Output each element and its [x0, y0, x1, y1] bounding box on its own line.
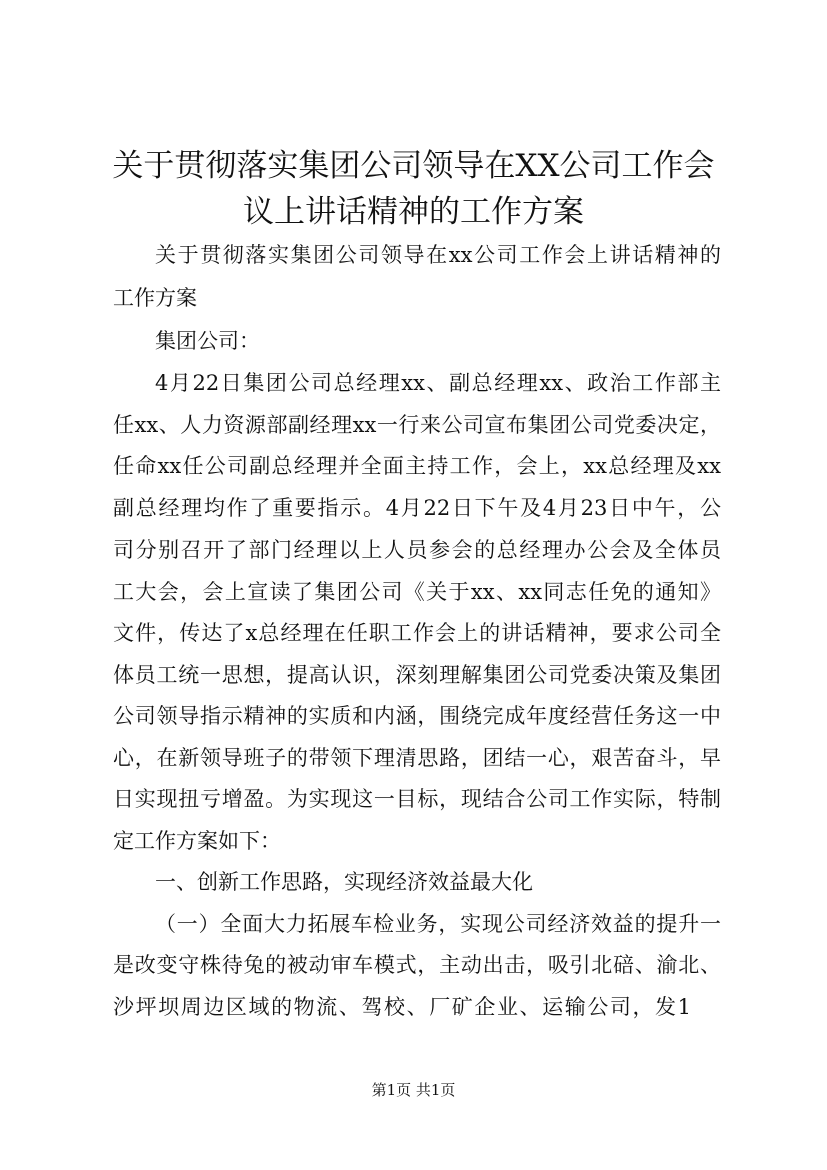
body-line: 文件，传达了x总经理在任职工作会上的讲话精神，要求公司全: [113, 621, 721, 645]
body-line: 关于贯彻落实集团公司领导在xx公司工作会上讲话精神的: [155, 243, 721, 267]
body-line: 体员工统一思想，提高认识，深刻理解集团公司党委决策及集团: [113, 663, 721, 687]
body-line: 副总经理均作了重要指示。4月22日下午及4月23日中午，公: [113, 496, 721, 520]
body-line: 公司领导指示精神的实质和内涵，围绕完成年度经营任务这一中: [113, 704, 721, 728]
body-line: 4月22日集团公司总经理xx、副总经理xx、政治工作部主: [155, 371, 721, 395]
body-line: 是改变守株待兔的被动审车模式，主动出击，吸引北碚、渝北、: [113, 953, 721, 977]
body-line: 心，在新领导班子的带领下理清思路，团结一心，艰苦奋斗，早: [113, 746, 721, 770]
body-line: 工作方案: [113, 286, 197, 310]
document-title-line-2: 议上讲话精神的工作方案: [243, 194, 584, 230]
body-line: 司分别召开了部门经理以上人员参会的总经理办公会及全体员: [113, 538, 721, 562]
page-indicator: 第1页 共1页: [371, 1081, 456, 1099]
salutation: 集团公司：: [155, 329, 260, 353]
document-title-line-1: 关于贯彻落实集团公司领导在XX公司工作会: [112, 148, 715, 184]
body-line: 定工作方案如下：: [113, 829, 281, 853]
body-line: 任命xx任公司副总经理并全面主持工作，会上，xx总经理及xx: [113, 454, 721, 478]
body-line: 任xx、人力资源部副经理xx一行来公司宣布集团公司党委决定，: [113, 413, 721, 437]
body-line: 沙坪坝周边区域的物流、驾校、厂矿企业、运输公司，发1: [113, 995, 691, 1019]
body-line: 工大会，会上宣读了集团公司《关于xx、xx同志任免的通知》: [113, 580, 721, 604]
section-heading: 一、创新工作思路，实现经济效益最大化: [155, 870, 533, 894]
body-line: 日实现扭亏增盈。为实现这一目标，现结合公司工作实际，特制: [113, 787, 721, 811]
subsection-line: （一）全面大力拓展车检业务，实现公司经济效益的提升一: [155, 912, 721, 936]
